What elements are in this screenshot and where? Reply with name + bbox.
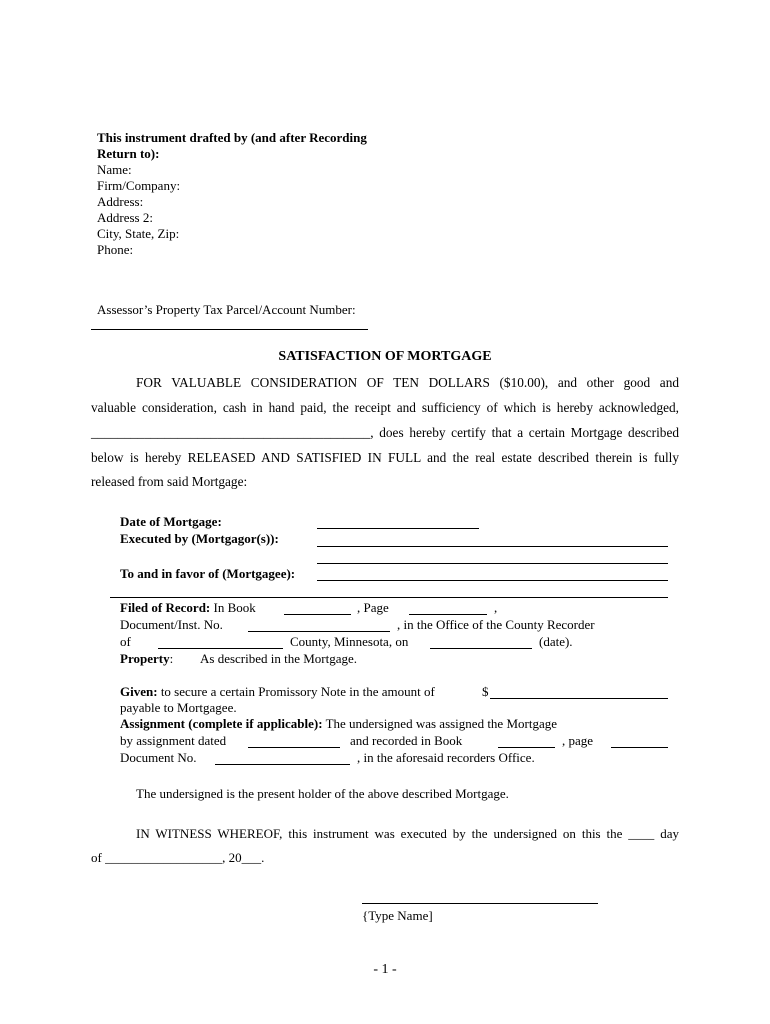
property-row <box>120 651 173 667</box>
body-line-5: released from said Mortgage: <box>91 474 248 489</box>
body-line-3: __________________________________________, does hereby certify that a certain Mortgage described <box>91 425 679 440</box>
favor-of-line-2 <box>110 597 668 598</box>
date-text: (date). <box>539 634 573 649</box>
dollar-sign: $ <box>482 684 489 699</box>
page-lower-text: , page <box>562 733 594 748</box>
body-line-4: below is hereby RELEASED AND SATISFIED IN FULL and the real estate described therein is fully <box>91 450 679 465</box>
given-label: Given: <box>120 684 158 699</box>
favor-of-line-1 <box>317 580 668 581</box>
parcel-label: Assessor’s Property Tax Parcel/Account Number: <box>97 302 356 317</box>
assignment-text: The undersigned was assigned the Mortgage <box>325 716 557 731</box>
property-label: Property <box>120 651 170 666</box>
by-assignment-text: by assignment dated <box>120 733 227 748</box>
doc-inst-line <box>248 631 390 632</box>
page-line <box>409 614 487 615</box>
executed-by-line-1 <box>317 546 668 547</box>
amount-line <box>490 698 668 699</box>
payable-text: payable to Mortgagee. <box>120 700 237 715</box>
page-number: - 1 - <box>373 962 397 977</box>
property-text: As described in the Mortgage. <box>200 651 358 666</box>
favor-of-label: To and in favor of (Mortgagee): <box>120 566 296 581</box>
field-address: Address: <box>97 194 144 209</box>
field-address-2: Address 2: <box>97 210 153 225</box>
drafted-by-line2: Return to): <box>97 146 160 161</box>
date-line <box>430 648 532 649</box>
executed-by-label: Executed by (Mortgagor(s)): <box>120 531 279 546</box>
assignment-label: Assignment (complete if applicable): <box>120 716 323 731</box>
date-of-mortgage-line <box>317 528 479 529</box>
of-text: of <box>120 634 131 649</box>
assignment-date-line <box>248 747 340 748</box>
doc-no-label: Document No. <box>120 750 197 765</box>
given-row <box>120 684 435 700</box>
witness-line-1: IN WITNESS WHEREOF, this instrument was executed by the undersigned on this the ____ day <box>136 826 679 841</box>
signature-line <box>362 903 598 904</box>
county-text: County, Minnesota, on <box>290 634 409 649</box>
parcel-line <box>91 329 368 330</box>
doc-no-line <box>215 764 350 765</box>
date-of-mortgage-label: Date of Mortgage: <box>120 514 222 529</box>
office-text: , in the Office of the County Recorder <box>397 617 595 632</box>
in-book-text: In Book <box>213 600 256 615</box>
county-line <box>158 648 283 649</box>
assignment-row <box>120 716 557 732</box>
given-text: to secure a certain Promissory Note in the amount of <box>160 684 435 699</box>
field-city-state-zip: City, State, Zip: <box>97 226 180 241</box>
assignment-page-line <box>611 747 668 748</box>
field-phone: Phone: <box>97 242 134 257</box>
recorded-in-book-text: and recorded in Book <box>350 733 463 748</box>
comma-text: , <box>494 600 498 615</box>
document-title: SATISFACTION OF MORTGAGE <box>278 349 492 364</box>
filed-of-record-row <box>120 600 256 616</box>
body-line-1: FOR VALUABLE CONSIDERATION OF TEN DOLLARS ($10.00), and other good and <box>136 375 679 390</box>
holder-statement: The undersigned is the present holder of the above described Mortgage. <box>136 786 509 801</box>
page-text: , Page <box>357 600 389 615</box>
witness-line-2: of __________________, 20___. <box>91 850 265 865</box>
aforesaid-text: , in the aforesaid recorders Office. <box>357 750 535 765</box>
property-colon: : <box>169 651 174 666</box>
doc-inst-label: Document/Inst. No. <box>120 617 223 632</box>
drafted-by-line1: This instrument drafted by (and after Recording <box>97 130 367 145</box>
field-name: Name: <box>97 162 132 177</box>
body-line-2: valuable consideration, cash in hand paid, the receipt and sufficiency of which is hereby acknowledged, <box>91 400 679 415</box>
executed-by-line-2 <box>317 563 668 564</box>
assignment-book-line <box>498 747 555 748</box>
book-line <box>284 614 351 615</box>
filed-of-record-label: Filed of Record: <box>120 600 211 615</box>
signature-name-label: {Type Name] <box>362 908 433 923</box>
field-firm: Firm/Company: <box>97 178 181 193</box>
